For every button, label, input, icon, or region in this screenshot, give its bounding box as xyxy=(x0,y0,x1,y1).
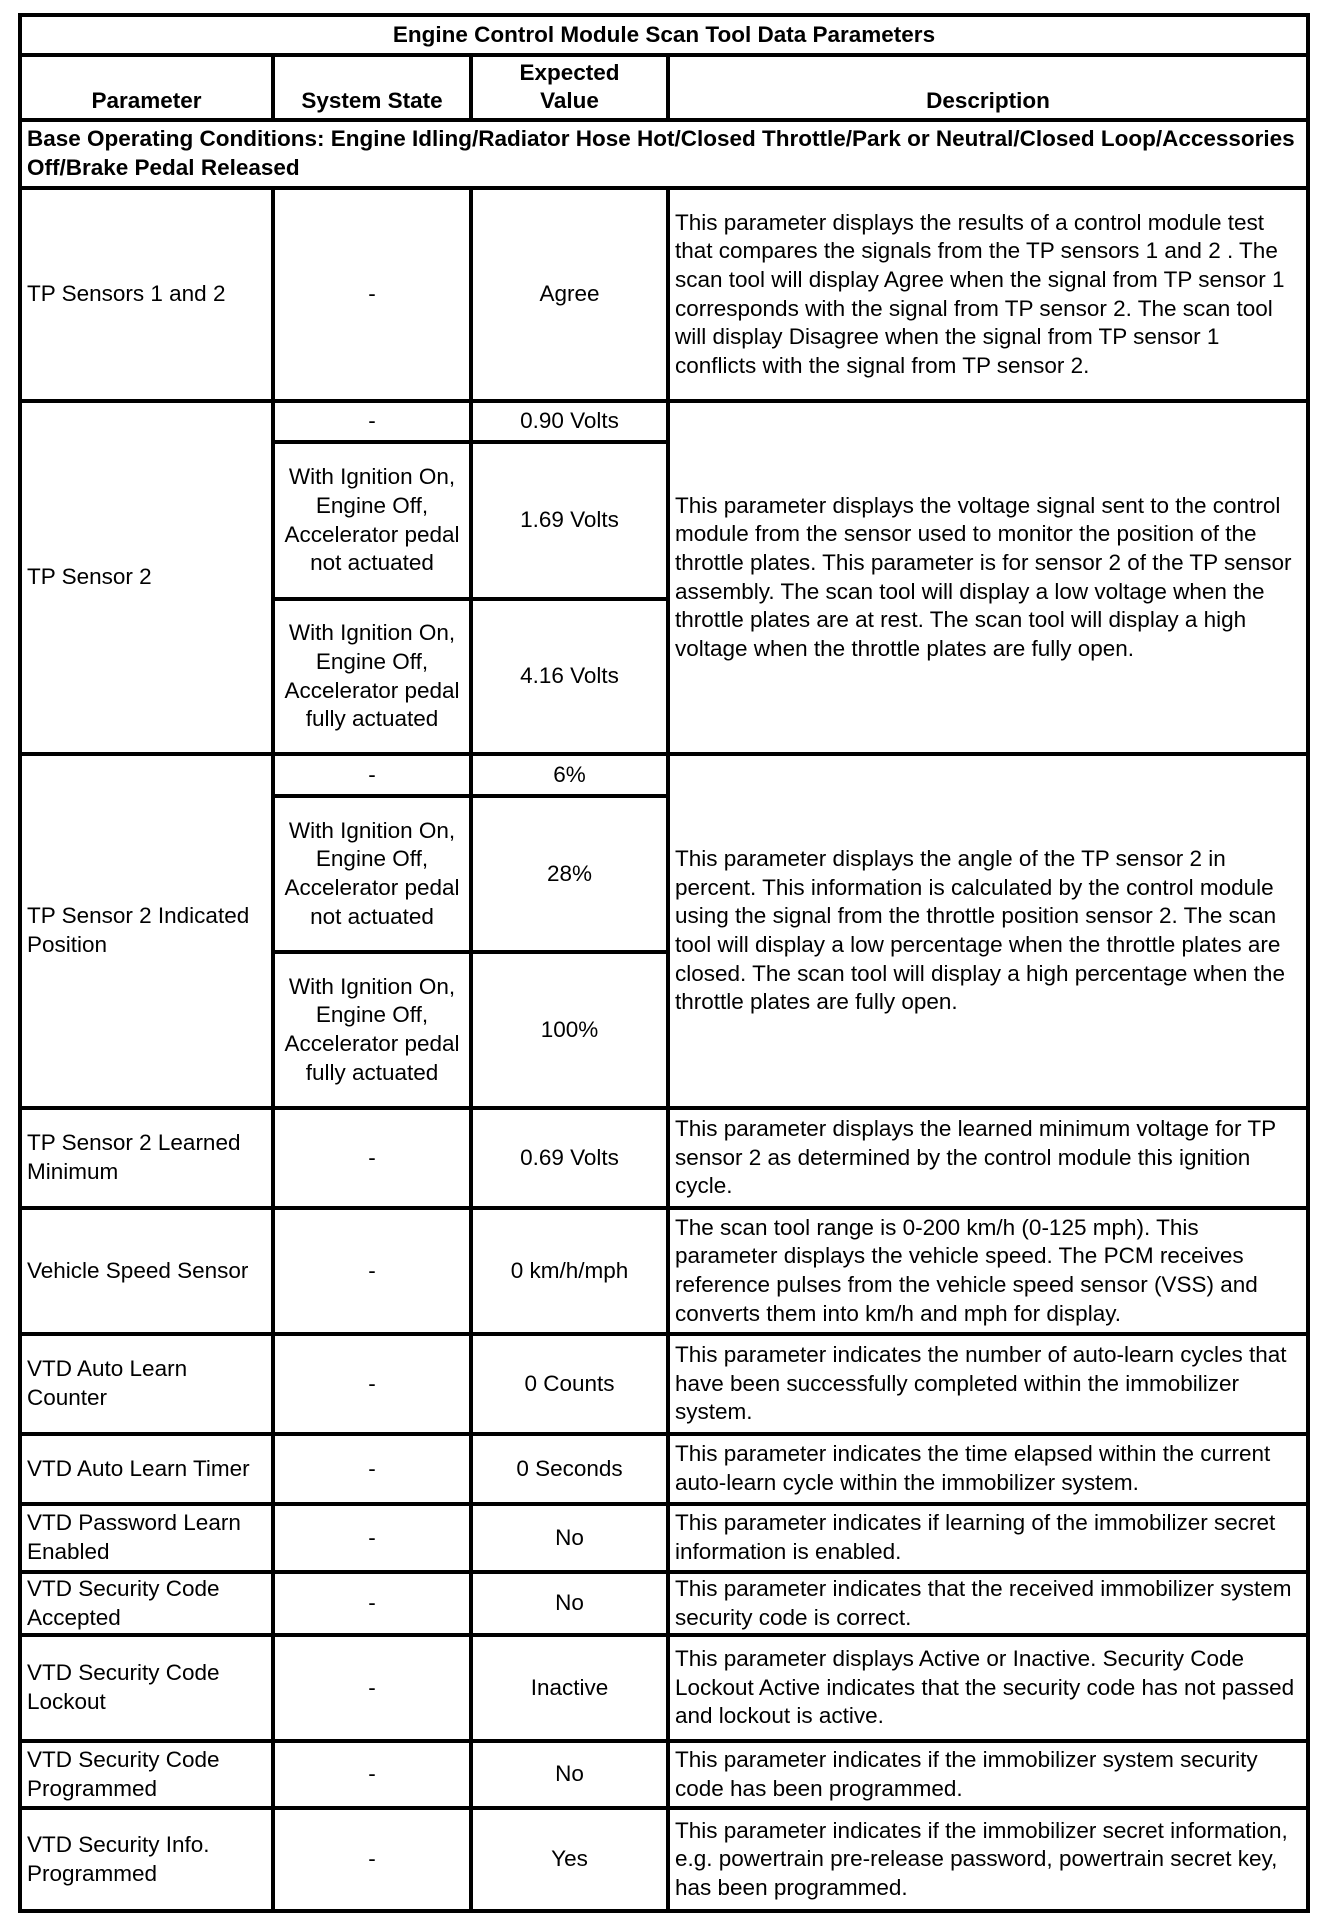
table-row xyxy=(20,1635,1308,1741)
description-cell: This parameter indicates if the immobilizer secret information, e.g. powertrain pre-release password, powertrain secret key, has been programmed. xyxy=(668,1808,1308,1911)
expected-value-cell: Yes xyxy=(471,1808,668,1911)
parameter-cell: VTD Security Info. Programmed xyxy=(20,1808,273,1911)
expected-value-cell: 4.16 Volts xyxy=(471,599,668,754)
header-expected-value xyxy=(471,55,668,120)
description-cell: This parameter displays the voltage signal sent to the control module from the sensor used to monitor the position of the throttle plates. This parameter is for sensor 2 of the TP sensor assembly. The scan tool will display a low voltage when the throttle plates are at rest. The scan tool will display a high voltage when the throttle plates are fully open. xyxy=(668,401,1308,754)
parameter-cell: VTD Security Code Accepted xyxy=(20,1572,273,1635)
parameter-cell: TP Sensor 2 xyxy=(20,401,273,754)
system-state-cell: - xyxy=(273,1808,471,1911)
parameter-cell: VTD Security Code Lockout xyxy=(20,1635,273,1741)
system-state-cell: - xyxy=(273,401,471,442)
description-cell: This parameter displays the angle of the TP sensor 2 in percent. This information is calculated by the control module using the signal from the throttle position sensor 2. The scan tool will display a low percentage when the throttle plates are closed. The scan tool will display a high percentage when the throttle plates are fully open. xyxy=(668,754,1308,1108)
system-state-cell: - xyxy=(273,1334,471,1434)
expected-value-cell: 0 Counts xyxy=(471,1334,668,1434)
system-state-cell: - xyxy=(273,188,471,401)
table-row xyxy=(20,1504,1308,1572)
header-expected-line1: Expected xyxy=(519,59,620,85)
header-row xyxy=(20,55,1308,120)
description-cell: This parameter indicates the time elapsed within the current auto-learn cycle within the immobilizer system. xyxy=(668,1434,1308,1504)
description-cell: This parameter displays the results of a control module test that compares the signals from the TP sensors 1 and 2 . The scan tool will display Agree when the signal from TP sensor 1 corresponds with the signal from TP sensor 2. The scan tool will display Disagree when the signal from TP sensor 1 conflicts with the signal from TP sensor 2. xyxy=(668,188,1308,401)
expected-value-cell: 28% xyxy=(471,796,668,952)
base-conditions-row xyxy=(20,120,1308,188)
parameter-cell: TP Sensors 1 and 2 xyxy=(20,188,273,401)
table-row xyxy=(20,188,1308,401)
table-row xyxy=(20,401,1308,442)
system-state-cell: With Ignition On, Engine Off, Accelerator pedal not actuated xyxy=(273,796,471,952)
header-system-state: System State xyxy=(273,55,471,120)
description-cell: This parameter indicates if learning of the immobilizer secret information is enabled. xyxy=(668,1504,1308,1572)
system-state-cell: With Ignition On, Engine Off, Accelerator pedal fully actuated xyxy=(273,599,471,754)
expected-value-cell: 1.69 Volts xyxy=(471,442,668,599)
parameter-cell: Vehicle Speed Sensor xyxy=(20,1208,273,1334)
table-row xyxy=(20,754,1308,796)
description-cell: This parameter indicates that the received immobilizer system security code is correct. xyxy=(668,1572,1308,1635)
table-title: Engine Control Module Scan Tool Data Parameters xyxy=(20,15,1308,55)
header-parameter: Parameter xyxy=(20,55,273,120)
expected-value-cell: 0 km/h/mph xyxy=(471,1208,668,1334)
parameter-cell: TP Sensor 2 Learned Minimum xyxy=(20,1108,273,1208)
table-row xyxy=(20,1741,1308,1808)
expected-value-cell: Agree xyxy=(471,188,668,401)
expected-value-cell: 0 Seconds xyxy=(471,1434,668,1504)
description-cell: This parameter indicates the number of auto-learn cycles that have been successfully completed within the immobilizer system. xyxy=(668,1334,1308,1434)
parameter-cell: VTD Password Learn Enabled xyxy=(20,1504,273,1572)
system-state-cell: - xyxy=(273,1635,471,1741)
title-row xyxy=(20,15,1308,55)
system-state-cell: - xyxy=(273,1108,471,1208)
expected-value-cell: No xyxy=(471,1741,668,1808)
table-row xyxy=(20,1434,1308,1504)
header-description: Description xyxy=(668,55,1308,120)
system-state-cell: With Ignition On, Engine Off, Accelerator pedal not actuated xyxy=(273,442,471,599)
system-state-cell: - xyxy=(273,1208,471,1334)
table-row xyxy=(20,1808,1308,1911)
expected-value-cell: 0.69 Volts xyxy=(471,1108,668,1208)
expected-value-cell: 100% xyxy=(471,952,668,1108)
table-row xyxy=(20,1108,1308,1208)
description-cell: This parameter displays Active or Inactive. Security Code Lockout Active indicates that the security code has not passed and lockout is active. xyxy=(668,1635,1308,1741)
table-row xyxy=(20,1208,1308,1334)
expected-value-cell: Inactive xyxy=(471,1635,668,1741)
base-operating-conditions: Base Operating Conditions: Engine Idling/Radiator Hose Hot/Closed Throttle/Park or Neutral/Closed Loop/Accessories Off/Brake Pedal Released xyxy=(20,120,1308,188)
parameter-cell: VTD Security Code Programmed xyxy=(20,1741,273,1808)
system-state-cell: - xyxy=(273,754,471,796)
system-state-cell: With Ignition On, Engine Off, Accelerator pedal fully actuated xyxy=(273,952,471,1108)
expected-value-cell: 0.90 Volts xyxy=(471,401,668,442)
parameter-cell: VTD Auto Learn Counter xyxy=(20,1334,273,1434)
description-cell: The scan tool range is 0-200 km/h (0-125 mph). This parameter displays the vehicle speed. The PCM receives reference pulses from the vehicle speed sensor (VSS) and converts them into km/h and mph for display. xyxy=(668,1208,1308,1334)
header-expected-line2: Value xyxy=(540,88,599,114)
parameter-cell: VTD Auto Learn Timer xyxy=(20,1434,273,1504)
system-state-cell: - xyxy=(273,1434,471,1504)
description-cell: This parameter displays the learned minimum voltage for TP sensor 2 as determined by the control module this ignition cycle. xyxy=(668,1108,1308,1208)
system-state-cell: - xyxy=(273,1504,471,1572)
expected-value-cell: No xyxy=(471,1504,668,1572)
parameter-cell: TP Sensor 2 Indicated Position xyxy=(20,754,273,1108)
system-state-cell: - xyxy=(273,1572,471,1635)
system-state-cell: - xyxy=(273,1741,471,1808)
expected-value-cell: 6% xyxy=(471,754,668,796)
description-cell: This parameter indicates if the immobilizer system security code has been programmed. xyxy=(668,1741,1308,1808)
table-row xyxy=(20,1572,1308,1635)
table-row xyxy=(20,1334,1308,1434)
scan-tool-data-table xyxy=(18,13,1310,1913)
expected-value-cell: No xyxy=(471,1572,668,1635)
